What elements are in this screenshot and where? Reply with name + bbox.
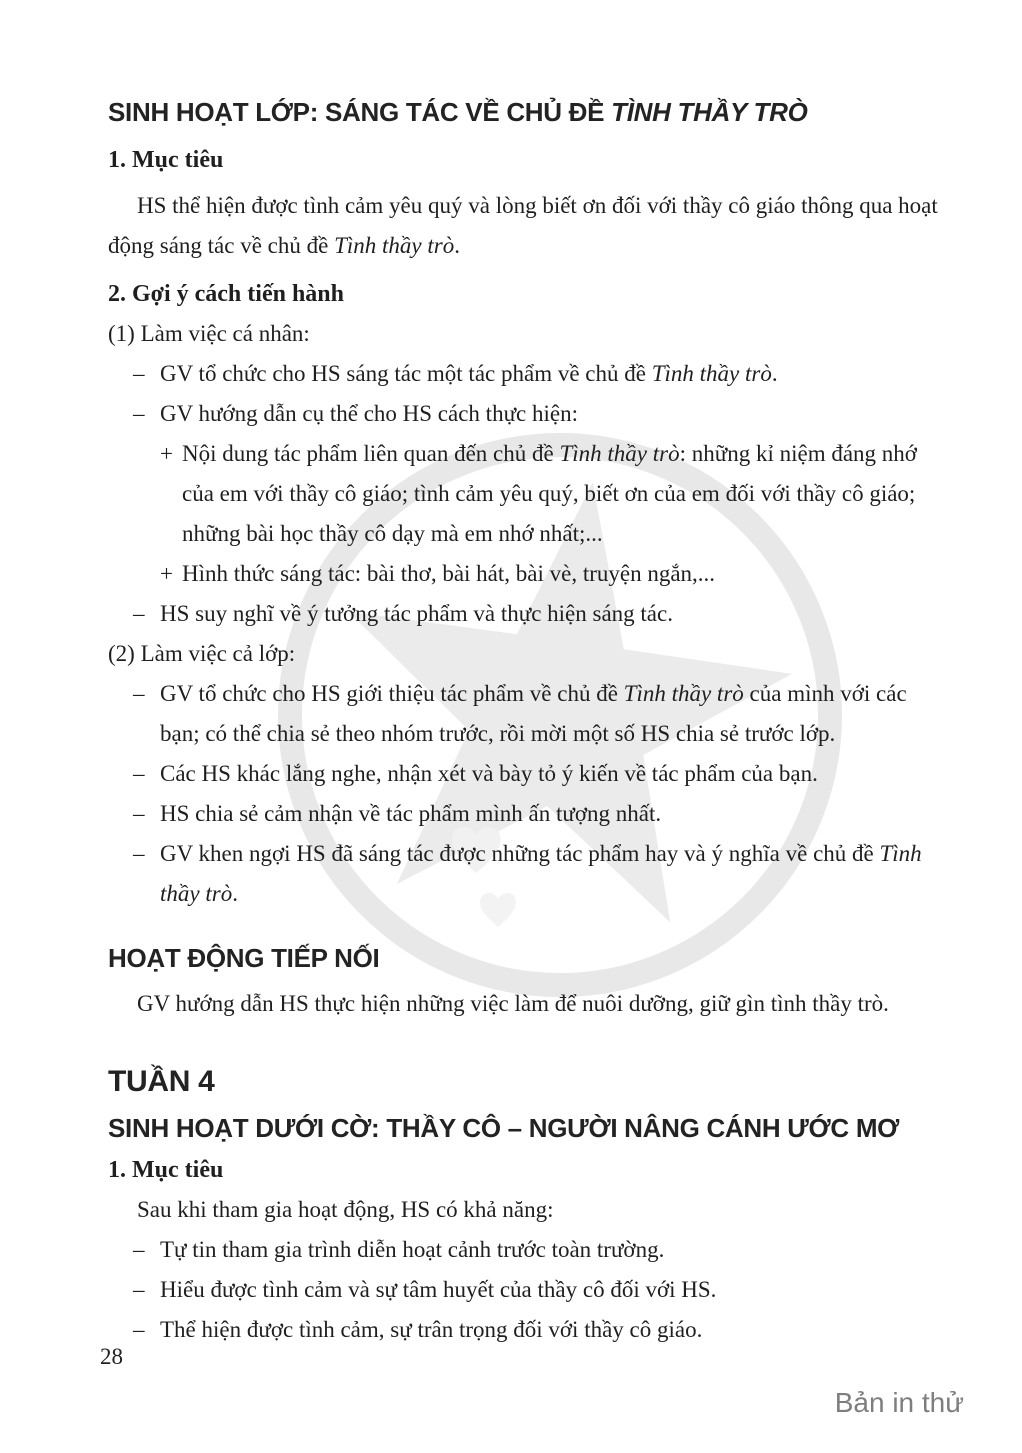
italic-run: Tình thầy trò (559, 441, 680, 466)
subheading-goi-y: 2. Gợi ý cách tiến hành (108, 281, 344, 307)
plus-marker: + (160, 441, 173, 466)
text-run: GV khen ngợi HS đã sáng tác được những tác phẩm hay và ý nghĩa về chủ đề (160, 841, 880, 866)
text-run: HS suy nghĩ về ý tưởng tác phẩm và thực hiện sáng tác. (160, 601, 673, 626)
dash-item (108, 394, 944, 434)
dash-marker: – (133, 1317, 145, 1342)
text-run: Thể hiện được tình cảm, sự trân trọng đối với thầy cô giáo. (160, 1317, 703, 1342)
dash-item (108, 834, 944, 914)
text-run: . (454, 233, 460, 258)
proof-copy-label: Bản in thử (834, 1387, 964, 1418)
dash-marker: – (133, 1277, 145, 1302)
dash-item (108, 1270, 944, 1310)
paragraph-kha-nang: Sau khi tham gia hoạt động, HS có khả năng: (137, 1197, 554, 1222)
text-run: HS thể hiện được tình cảm yêu quý và lòng biết ơn đối với thầy cô giáo thông qua hoạt động sáng tác về chủ đề (108, 193, 938, 258)
subheading-muc-tieu: 1. Mục tiêu (108, 147, 224, 173)
dash-marker: – (133, 801, 145, 826)
italic-run: Tình thầy trò (651, 361, 772, 386)
numbered-line-1: (1) Làm việc cá nhân: (108, 321, 310, 346)
text-run: Hình thức sáng tác: bài thơ, bài hát, bài vè, truyện ngắn,... (182, 561, 716, 586)
dash-marker: – (133, 1237, 145, 1262)
dash-marker: – (133, 361, 145, 386)
text-run: GV tổ chức cho HS sáng tác một tác phẩm về chủ đề (160, 361, 652, 386)
text-run: Nội dung tác phẩm liên quan đến chủ đề (182, 441, 560, 466)
heading-sinh-hoat-duoi-co: SINH HOẠT DƯỚI CỜ: THẦY CÔ – NGƯỜI NÂNG CÁNH ƯỚC MƠ (108, 1113, 900, 1143)
text-run: Tự tin tham gia trình diễn hoạt cảnh trước toàn trường. (160, 1237, 665, 1262)
heading-sinh-hoat-lop (108, 92, 944, 132)
heading-tuan-4: TUẦN 4 (108, 1065, 215, 1098)
paragraph-tiep-noi: GV hướng dẫn HS thực hiện những việc làm để nuôi dưỡng, giữ gìn tình thầy trò. (137, 991, 889, 1016)
plus-marker: + (160, 561, 173, 586)
italic-run: Tình thầy trò (623, 681, 744, 706)
dash-item (108, 354, 944, 394)
dash-item (108, 754, 944, 794)
text-run: . (771, 361, 778, 386)
numbered-line-2: (2) Làm việc cả lớp: (108, 641, 296, 666)
dash-marker: – (133, 761, 145, 786)
text-run: GV hướng dẫn cụ thể cho HS cách thực hiện: (160, 401, 578, 426)
dash-marker: – (133, 681, 145, 706)
text-run: : những kỉ niệm đáng nhớ của em với thầy cô giáo; tình cảm yêu quý, biết ơn của em đối với thầy cô giáo; những bài học thầy cô dạy mà em nhớ nhất;... (182, 441, 917, 546)
text-run: của mình với các bạn; có thể chia sẻ theo nhóm trước, rồi mời một số HS chia sẻ trước lớp. (160, 681, 907, 746)
dash-marker: – (133, 601, 145, 626)
text-run: GV tổ chức cho HS giới thiệu tác phẩm về chủ đề (160, 681, 624, 706)
text-run: . (232, 881, 238, 906)
dash-item (108, 1310, 944, 1350)
dash-marker: – (133, 841, 145, 866)
italic-run: Tình thầy trò (334, 233, 455, 258)
dash-marker: – (133, 401, 145, 426)
plus-item (108, 554, 944, 594)
heading-topic-italic: TÌNH THẦY TRÒ (611, 97, 808, 127)
plus-item (108, 434, 944, 554)
heading-text: SINH HOẠT LỚP: SÁNG TÁC VỀ CHỦ ĐỀ (108, 97, 612, 127)
text-run: Hiểu được tình cảm và sự tâm huyết của thầy cô đối với HS. (160, 1277, 717, 1302)
heading-hoat-dong-tiep-noi: HOẠT ĐỘNG TIẾP NỐI (108, 943, 380, 973)
paragraph-muc-tieu (108, 186, 944, 266)
dash-item (108, 1230, 944, 1270)
dash-item (108, 594, 944, 634)
text-run: HS chia sẻ cảm nhận về tác phẩm mình ấn tượng nhất. (160, 801, 662, 826)
dash-item (108, 794, 944, 834)
subheading-muc-tieu-2: 1. Mục tiêu (108, 1157, 224, 1183)
page-number: 28 (100, 1344, 123, 1369)
italic-run: Tình thầy trò (160, 841, 922, 906)
text-run: Các HS khác lắng nghe, nhận xét và bày tỏ ý kiến về tác phẩm của bạn. (160, 761, 818, 786)
dash-item (108, 674, 944, 754)
